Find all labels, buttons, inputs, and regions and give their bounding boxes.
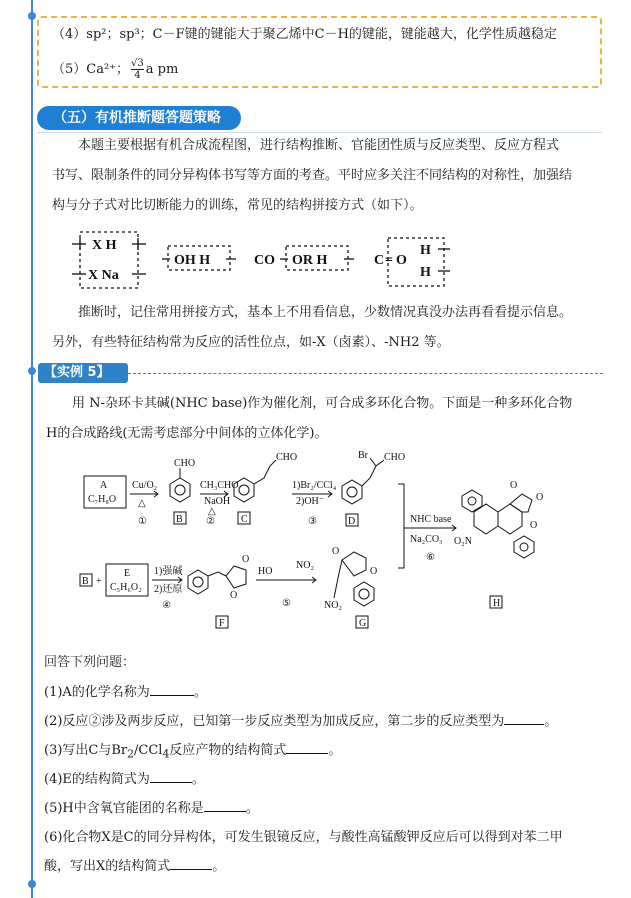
F-label: F: [219, 618, 225, 629]
step4-reagent2: 2)还原: [154, 584, 183, 595]
frag4-h1: H: [420, 243, 431, 258]
B-cho: CHO: [174, 458, 196, 469]
step5-num: ⑤: [282, 598, 291, 609]
period: 。: [191, 772, 205, 787]
question-3-text-a: (3)写出C与Br: [44, 743, 128, 758]
period: 。: [245, 801, 259, 816]
intro-line-1: 本题主要根据有机合成流程图，进行结构推断、官能团性质与反应类型、反应方程式: [78, 138, 560, 153]
example-line-1: 用 N-杂环卡其碱(NHC base)作为催化剂，可合成多环化合物。下面是一种多环化合物: [72, 396, 573, 411]
frag3-left: CO: [254, 253, 275, 268]
section-title: （五）有机推断题答题策略: [37, 106, 241, 130]
H-o1: O: [510, 480, 518, 491]
fraction: [131, 58, 144, 81]
A-formula: C₇H₈O: [88, 494, 117, 505]
question-1-text: (1)A的化学名称为: [44, 685, 150, 700]
step6-reagent2: Na₂CO₃: [410, 534, 443, 545]
question-4: [44, 768, 205, 787]
frag4-h2: H: [420, 265, 431, 280]
frag2: OH H: [174, 253, 211, 268]
period: 。: [328, 743, 342, 758]
question-2: [44, 710, 557, 729]
frag3-right: OR H: [292, 253, 328, 268]
A-label: A: [100, 480, 108, 491]
frag4-o: O: [396, 253, 407, 268]
B2-label: B: [82, 576, 89, 587]
H-o3: O: [530, 520, 538, 531]
step5-no2: NO₂: [296, 560, 314, 571]
margin-dot: [28, 12, 36, 20]
question-1: [44, 681, 207, 700]
period: 。: [193, 685, 207, 700]
page-margin-line: [31, 0, 33, 898]
answer-blank[interactable]: [150, 695, 194, 696]
F-o1: O: [242, 554, 250, 565]
step4-reagent1: 1)强碱: [154, 566, 183, 577]
step5-ho: HO: [258, 566, 273, 577]
step3-reagent2: 2)OH⁻: [296, 496, 325, 507]
D-label: D: [348, 516, 356, 527]
answer-item-5: [52, 58, 178, 86]
step2-reagent1: CH₃CHO: [200, 480, 239, 491]
example-tag: 【实例 5】: [38, 363, 128, 383]
synthesis-scheme: [70, 448, 590, 638]
D-br: Br: [358, 450, 368, 461]
step6-num: ⑥: [426, 552, 435, 563]
F-o2: O: [230, 590, 238, 601]
G-o2: O: [370, 566, 378, 577]
question-5-text: (5)H中含氧官能团的名称是: [44, 801, 204, 816]
intro-line-2: 书写、限制条件的同分异构体书写等方面的考查。平时应多关注不同结构的对称性，加强结: [52, 168, 573, 183]
G-no2: NO₂: [324, 600, 342, 611]
period: 。: [544, 714, 558, 729]
D-cho: CHO: [384, 452, 406, 463]
question-2-text: (2)反应②涉及两步反应，已知第一步反应类型为加成反应，第二步的反应类型为: [44, 714, 505, 729]
fraction-numerator: √3: [131, 58, 144, 69]
after-line-1: 推断时，记住常用拼接方式，基本上不用看信息，少数情况真没办法再看看提示信息。: [78, 305, 573, 320]
H-label: H: [493, 598, 501, 609]
question-4-text: (4)E的结构简式为: [44, 772, 150, 787]
after-line-2: 另外，有些特征结构常为反应的活性位点，如-X（卤素）、-NH2 等。: [52, 335, 450, 350]
example-rule: [128, 373, 603, 374]
step2-num: ②: [206, 516, 215, 527]
question-3: [44, 739, 341, 761]
answer-5-suffix: a pm: [145, 62, 179, 77]
subscript: 2: [127, 747, 135, 761]
G-label: G: [359, 618, 367, 629]
questions-lead: 回答下列问题：: [44, 655, 136, 670]
question-6-text: 酸，写出X的结构简式: [44, 859, 171, 874]
step3-num: ③: [308, 516, 317, 527]
example-line-2: H的合成路线(无需考虑部分中间体的立体化学)。: [46, 426, 328, 441]
answer-item-4: （4）sp²；sp³；C－F键的键能大于聚乙烯中C－H的键能，键能越大，化学性质越稳定: [52, 27, 557, 42]
step6-reagent1: NHC base: [410, 514, 452, 525]
H-no2: O₂N: [454, 536, 472, 547]
question-6-line-2: [44, 855, 225, 874]
plus: +: [96, 576, 102, 587]
C-label: C: [241, 514, 248, 525]
step1-num: ①: [138, 516, 147, 527]
question-6-line-1: (6)化合物X是C的同分异构体，可发生银镜反应，与酸性高锰酸钾反应后可以得到对苯二甲: [44, 830, 563, 845]
step4-num: ④: [162, 600, 171, 611]
H-o2: O: [536, 492, 544, 503]
answer-blank[interactable]: [204, 811, 246, 812]
frag4-eq: =: [385, 253, 393, 268]
step1-reagent: Cu/O₂: [132, 480, 158, 491]
question-3-text-b: /CCl: [134, 743, 163, 758]
E-formula: C₅H₆O₂: [110, 582, 142, 593]
step3-reagent1: 1)Br₂/CCl₄: [292, 480, 337, 491]
B-label: B: [176, 514, 183, 525]
step1-cond: △: [138, 498, 146, 509]
splicing-fragments: [70, 228, 470, 292]
G-o1: O: [332, 546, 340, 557]
answer-blank[interactable]: [286, 753, 328, 754]
question-3-text-c: 反应产物的结构简式: [169, 743, 287, 758]
answer-blank[interactable]: [150, 782, 192, 783]
frag1-bottom: X Na: [88, 268, 119, 283]
intro-line-3: 构与分子式对比切断能力的训练，常见的结构拼接方式（如下）。: [52, 198, 423, 213]
answer-blank[interactable]: [504, 724, 544, 725]
period: 。: [212, 859, 226, 874]
subscript: 4: [162, 747, 170, 761]
fraction-denominator: 4: [134, 70, 141, 81]
step2-reagent2: NaOH: [204, 496, 231, 507]
step2-cond: △: [208, 506, 216, 517]
E-label: E: [124, 568, 131, 579]
margin-dot: [28, 880, 36, 888]
C-cho: CHO: [276, 452, 298, 463]
question-5: [44, 797, 259, 816]
frag4-c: C: [374, 253, 385, 268]
answer-5-prefix: （5）Ca²⁺；: [52, 62, 130, 77]
answer-blank[interactable]: [170, 869, 212, 870]
margin-dot: [28, 367, 36, 375]
frag1-top: X H: [92, 238, 117, 253]
